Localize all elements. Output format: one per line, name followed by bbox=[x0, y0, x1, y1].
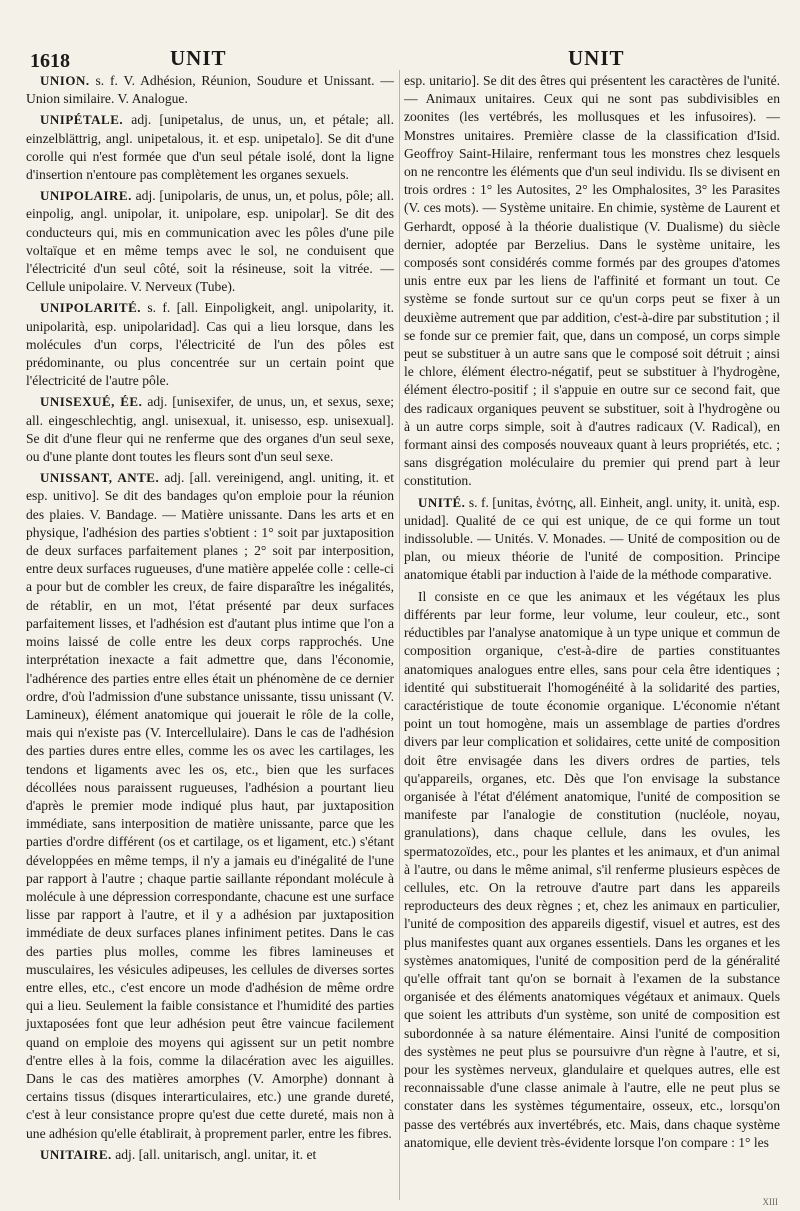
entry-headword: UNISSANT, ANTE. bbox=[40, 470, 160, 486]
entry-text: esp. unitario]. Se dit des êtres qui présentent les caractères de l'unité. — Animaux unitaires. Ceux qui ne sont pas subdivisibles en zoonites (les vertébrés, les mollusques et les infusoires). — Monstres unitaires. Première classe de la classification d'Isid. Geoffroy Saint-Hilaire, renfermant tous les monstres chez lesquels on ne rencontre les éléments que d'un seul individu. Ils se divisent en trois ordres : 1° les Autosites, 2° les Omphalosites, 3° les Parasites (V. ces mots). — Système unitaire. En chimie, système de Laurent et Gerhardt, opposé à la théorie dualistique (V. Dualisme) du siècle dernier, adoptée par Berzelius. Dans le système unitaire, les composés sont considérés comme formés par des groupes d'atomes unis entre eux par les liens de l'affinité et formant un tout. Ce système se fonde surtout sur ce qu'un corps peut se fixer à un deuxième autrement que par addition, c'est-à-dire par substitution ; il se fonde sur ce premier fait, que, dans un composé, un corps simple peut se substituer à un autre sans que le composé soit détruit ; ainsi le chlore, élément électro-négatif, peut se substituer à l'hydrogène, élément électro-positif ; il s'appuie en outre sur ce second fait, que des radicaux organiques peuvent se substituer, soit à l'hydrogène ou à un autre corps simple, soit à d'autres radicaux (V. Radical), en formant ainsi des composés nouveaux quant à leurs propriétés, etc. ; sans disgrégation moléculaire du premier qui prend part à leur constitution. bbox=[404, 73, 780, 489]
column-divider bbox=[399, 70, 400, 1200]
entry-text: Il consiste en ce que les animaux et les végétaux les plus différents par leur forme, leur volume, leur couleur, etc., sont réductibles par l'analyse anatomique à un type unique et commun de composition organique, c'est-à-dire de parties constituantes anatomiques analogues entre elles, sans pour cela être identiques ; identité qui substituerait l'homogénéité à la solidarité des parties, caractéristique de toute économie organique. L'économie n'étant point un tout homogène, mais un assemblage de parties d'ordres divers par leur complication et solidaires, cette unité de composition doit être envisagée dans les divers ordres de parties, tels qu'appareils, organes, etc. Dès que l'on envisage la substance organisée à l'état d'élément anatomique, l'unité de composition se manifeste par l'analogie de constitution (nucléole, noyau, granulations), dans chaque cellule, dans les ovules, les spermatozoïdes, etc., pour les plantes et les animaux, et d'un animal à l'autre, ou dans le même animal, s'il renferme plusieurs espèces de cellules, etc. On la retrouve d'autre part dans les appareils reproducteurs des deux règnes ; et, chez les animaux en particulier, l'unité de composition des appareils digestif, visuel et autres, est des plus manifestes quant aux organes essentiels. Dans les organes et les systèmes anatomiques, l'unité de composition perd de la généralité qu'elle offrait tant qu'on se bornait à l'examen de la substance organisée et des éléments anatomiques végétaux et animaux. Quels que soient les attributs d'un système, son unité de composition est subordonnée à sa nature élémentaire. Ainsi l'unité de composition des systèmes ne peut plus se poursuivre d'un règne à l'autre, et si, pour les systèmes nerveux, glandulaire et quelques autres, elle est reconnaissable d'une classe animale à l'autre, elle ne peut plus se constater dans les systèmes tégumentaire, osseux, etc., lorsqu'on passe des vertébrés aux invertébrés, etc. Mais, dans chaque système anatomique, elle devient très-évidente lorsque l'on compare : 1° les bbox=[404, 588, 780, 1150]
entry-text: s. f. [all. Einpoligkeit, angl. unipolarity, it. unipolarità, esp. unipolaridad]. Cas qui a lieu lorsque, dans les molécules d'un corps, l'électricité de l'un des pôles est prédominante, ou plus concentrée sur un certain point que l'électricité de l'autre pôle. bbox=[26, 300, 394, 389]
entry-headword: UNIPOLAIRE. bbox=[40, 188, 132, 204]
page-number: 1618 bbox=[30, 50, 70, 72]
entry-text: s. f. [unitas, ἑνότης, all. Einheit, angl. unity, it. unità, esp. unidad]. Qualité de ce qui est unique, de ce qui forme un tout indissoluble. — Unités. V. Monades. — Unité de composition ou de plan, ou mieux théorie de l'unité de composition. Principe anatomique établi par induction à l'aide de la méthode comparative. bbox=[404, 494, 780, 583]
entry-headword: UNISEXUÉ, ÉE. bbox=[40, 394, 143, 410]
entry-headword: UNITÉ. bbox=[418, 494, 466, 510]
dictionary-entry bbox=[26, 299, 394, 390]
dictionary-entry bbox=[26, 72, 394, 108]
entry-text: adj. [all. vereinigend, angl. uniting, it. et esp. unitivo]. Se dit des bandages qu'on emploie pour la réunion des plaies. V. Bandage. — Matière unissante. Dans les arts et en physique, l'adhésion des parties s'obtient : 1° soit par juxtaposition de deux surfaces parfaitement planes ; 2° soit par interposition, entre deux surfaces rugueuses, d'une matière appelée colle : celle-ci a pour but de combler les creux, de faire disparaître les inégalités, de rétablir, en un mot, l'état présenté par deux surfaces parfaitement lisses, et l'adhésion est d'autant plus intime que l'on a moins laissé de colle entre les deux corps rapprochés. Une interprétation inexacte a fait admettre que, dans l'économie, l'adhérence des parties entre elles était un phénomène de ce dernier ordre, d'où l'admission d'une substance unissante, tissu unissant (V. Lamineux), élément anatomique qui jouerait le rôle de la colle, mais qui n'existe pas (V. Intercellulaire). Dans le cas de l'adhésion des parties dures entre elles, comme les os avec les cartilages, les tendons et ligaments avec les os, etc., bien que les surfaces décollées nous paraissent rugueuses, l'adhésion a pourtant lieu d'après le premier mode indiqué plus haut, par juxtaposition immédiate, sans interposition de matière unissante, parce que les parties d'ordre différent (os et cartilage, os et ligament, etc.) s'étant développées en même temps, il n'y a jamais eu d'inégalité de l'une par rapport à l'autre ; chaque partie saillante répondant molécule à molécule à une dépression correspondante, chacune est une surface lisse par rapport à l'autre, et il y a adhésion par juxtaposition immédiate de deux surfaces planes infiniment petites. Dans le cas des parties plus molles, comme les fibres lamineuses et musculaires, les vésicules adipeuses, les cellules de diverses sortes entre elles, etc., c'est encore un mode d'adhésion de même ordre qui a lieu. Seulement la faible consistance et l'humidité des parties juxtaposées font que leur adhésion peut être vaincue facilement quand on emploie des moyens qui agissent sur un petit nombre d'entre elles à la fois, comme la dilacération avec les aiguilles. Dans le cas des matières amorphes (V. Amorphe) donnant à certains tissus (disques interarticulaires, etc.) une grande dureté, c'est à leur consistance propre qu'est due cette dureté, mais non à une adhésion qu'elle établirait, à proprement parler, entre les fibres. bbox=[26, 470, 394, 1141]
dictionary-entry-continuation bbox=[404, 72, 780, 491]
dictionary-entry bbox=[26, 187, 394, 296]
left-column bbox=[26, 72, 394, 1167]
running-head-right: UNIT bbox=[568, 46, 625, 70]
entry-headword: UNITAIRE. bbox=[40, 1146, 112, 1162]
dictionary-entry bbox=[26, 1146, 394, 1164]
signature-mark: XIII bbox=[762, 1197, 778, 1207]
right-column bbox=[404, 72, 780, 1155]
entry-text: adj. [unipetalus, de unus, un, et pétale; all. einzelblättrig, angl. unipetalous, it. et esp. unipetalo]. Se dit d'une corolle qui n'est formée que d'un seul pétale isolé, dont la ligne d'insertion n'entoure pas complètement les organes sexuels. bbox=[26, 112, 394, 183]
entry-text: adj. [unisexifer, de unus, un, et sexus, sexe; all. eingeschlechtig, angl. unisexual, it. unisesso, esp. unisexual]. Se dit d'une fleur qui ne renferme que des organes d'un seul sexe, ou d'une plante dont toutes les fleurs sont d'un seul sexe. bbox=[26, 394, 395, 465]
entry-text: adj. [unipolaris, de unus, un, et polus, pôle; all. einpolig, angl. unipolar, it. unipolare, esp. unipolar]. Se dit des conducteurs qui, mis en communication avec les pôles d'une pile voltaïque et en même temps avec le sol, ne conduisent que l'électricité d'un seul côté, soit la résineuse, soit la vitrée. — Cellule unipolaire. V. Nerveux (Tube). bbox=[26, 188, 394, 295]
entry-headword: UNION. bbox=[40, 73, 90, 88]
dictionary-entry bbox=[26, 469, 394, 1143]
entry-text: adj. [all. unitarisch, angl. unitar, it. et bbox=[115, 1146, 317, 1162]
dictionary-entry bbox=[26, 111, 394, 184]
running-head-left: UNIT bbox=[170, 46, 227, 70]
dictionary-entry bbox=[404, 494, 780, 585]
dictionary-entry bbox=[26, 393, 394, 466]
entry-headword: UNIPÉTALE. bbox=[40, 112, 124, 128]
entry-text: s. f. V. Adhésion, Réunion, Soudure et Unissant. — Union similaire. V. Analogue. bbox=[26, 73, 394, 107]
entry-headword: UNIPOLARITÉ. bbox=[40, 300, 141, 316]
entry-paragraph bbox=[404, 588, 780, 1152]
